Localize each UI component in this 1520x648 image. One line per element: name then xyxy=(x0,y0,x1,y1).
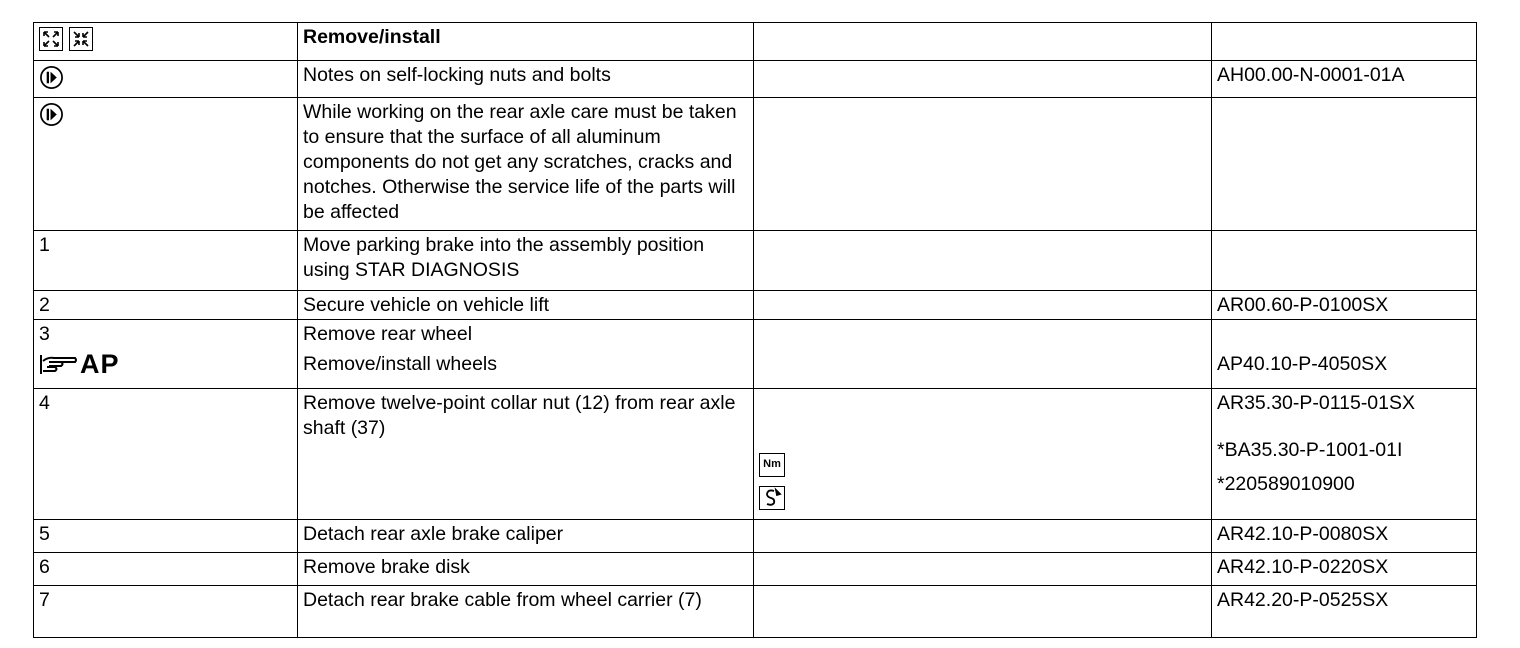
table-row xyxy=(34,61,1477,98)
empty-cell xyxy=(754,586,1212,638)
header-empty-cell xyxy=(754,23,1212,61)
torque-wrench-icon: Nm xyxy=(759,453,785,477)
note-circle-icon xyxy=(39,102,64,127)
step-ref-cell xyxy=(1212,320,1477,389)
empty-cell xyxy=(1212,98,1477,231)
empty-cell xyxy=(754,61,1212,98)
table-row xyxy=(34,389,1477,520)
empty-cell xyxy=(754,231,1212,291)
step-text: Remove rear wheel xyxy=(303,323,473,345)
reference-link[interactable]: AR42.20-P-0525SX xyxy=(1212,586,1477,638)
torque-reference-link[interactable]: *BA35.30-P-1001-01I xyxy=(1217,439,1403,461)
collapse-arrows-icon[interactable] xyxy=(69,27,93,51)
reference-link[interactable]: AR35.30-P-0115-01SX xyxy=(1217,392,1416,414)
table-row xyxy=(34,320,1477,389)
step-text: Detach rear axle brake caliper xyxy=(298,520,754,553)
pointing-hand-icon xyxy=(39,352,79,376)
sub-step-text: Remove/install wheels xyxy=(303,353,498,375)
step-text: Secure vehicle on vehicle lift xyxy=(298,291,754,320)
step-number: 5 xyxy=(34,520,298,553)
reference-link[interactable]: AH00.00-N-0001-01A xyxy=(1212,61,1477,98)
table-row xyxy=(34,98,1477,231)
header-icons-cell xyxy=(34,23,298,61)
step-cell-text xyxy=(298,320,754,389)
table-row xyxy=(34,586,1477,638)
step-number: 7 xyxy=(34,586,298,638)
step-text: Detach rear brake cable from wheel carrier (7) xyxy=(298,586,754,638)
reference-link[interactable]: AP40.10-P-4050SX xyxy=(1217,353,1388,375)
reference-link[interactable]: AR00.60-P-0100SX xyxy=(1212,291,1477,320)
reference-link[interactable]: AR42.10-P-0080SX xyxy=(1212,520,1477,553)
table-row xyxy=(34,553,1477,586)
step-number: 3 xyxy=(39,323,50,345)
table-row xyxy=(34,291,1477,320)
step-text: Notes on self-locking nuts and bolts xyxy=(298,61,754,98)
reference-link[interactable]: AR42.10-P-0220SX xyxy=(1212,553,1477,586)
empty-cell xyxy=(754,98,1212,231)
ref-cell xyxy=(1212,389,1477,520)
empty-cell xyxy=(754,520,1212,553)
note-icon-cell xyxy=(34,98,298,231)
header-title: Remove/install xyxy=(298,23,754,61)
step-number: 6 xyxy=(34,553,298,586)
header-empty-cell xyxy=(1212,23,1477,61)
special-tool-icon xyxy=(759,486,785,510)
ap-label: AP xyxy=(80,349,120,379)
note-circle-icon xyxy=(39,65,64,90)
step-text: Move parking brake into the assembly position using STAR DIAGNOSIS xyxy=(298,231,754,291)
empty-cell xyxy=(754,320,1212,389)
step-text: While working on the rear axle care must be taken to ensure that the surface of all aluminum components do not get any scratches, cracks and notches. Otherwise the service life of the parts will be affected xyxy=(298,98,754,231)
table-row xyxy=(34,520,1477,553)
step-text: Remove twelve-point collar nut (12) from rear axle shaft (37) xyxy=(298,389,754,520)
ap-reference-marker xyxy=(39,351,120,377)
tool-reference-link[interactable]: *220589010900 xyxy=(1217,473,1355,495)
header-row xyxy=(34,23,1477,61)
note-icon-cell xyxy=(34,61,298,98)
expand-arrows-icon[interactable] xyxy=(39,27,63,51)
step-number: 1 xyxy=(34,231,298,291)
icon-cell xyxy=(754,389,1212,520)
empty-cell xyxy=(754,553,1212,586)
empty-cell xyxy=(1212,231,1477,291)
step-number: 4 xyxy=(34,389,298,520)
procedure-table xyxy=(33,22,1477,638)
empty-cell xyxy=(754,291,1212,320)
step-text: Remove brake disk xyxy=(298,553,754,586)
table-row xyxy=(34,231,1477,291)
step-number: 2 xyxy=(34,291,298,320)
step-cell xyxy=(34,320,298,389)
